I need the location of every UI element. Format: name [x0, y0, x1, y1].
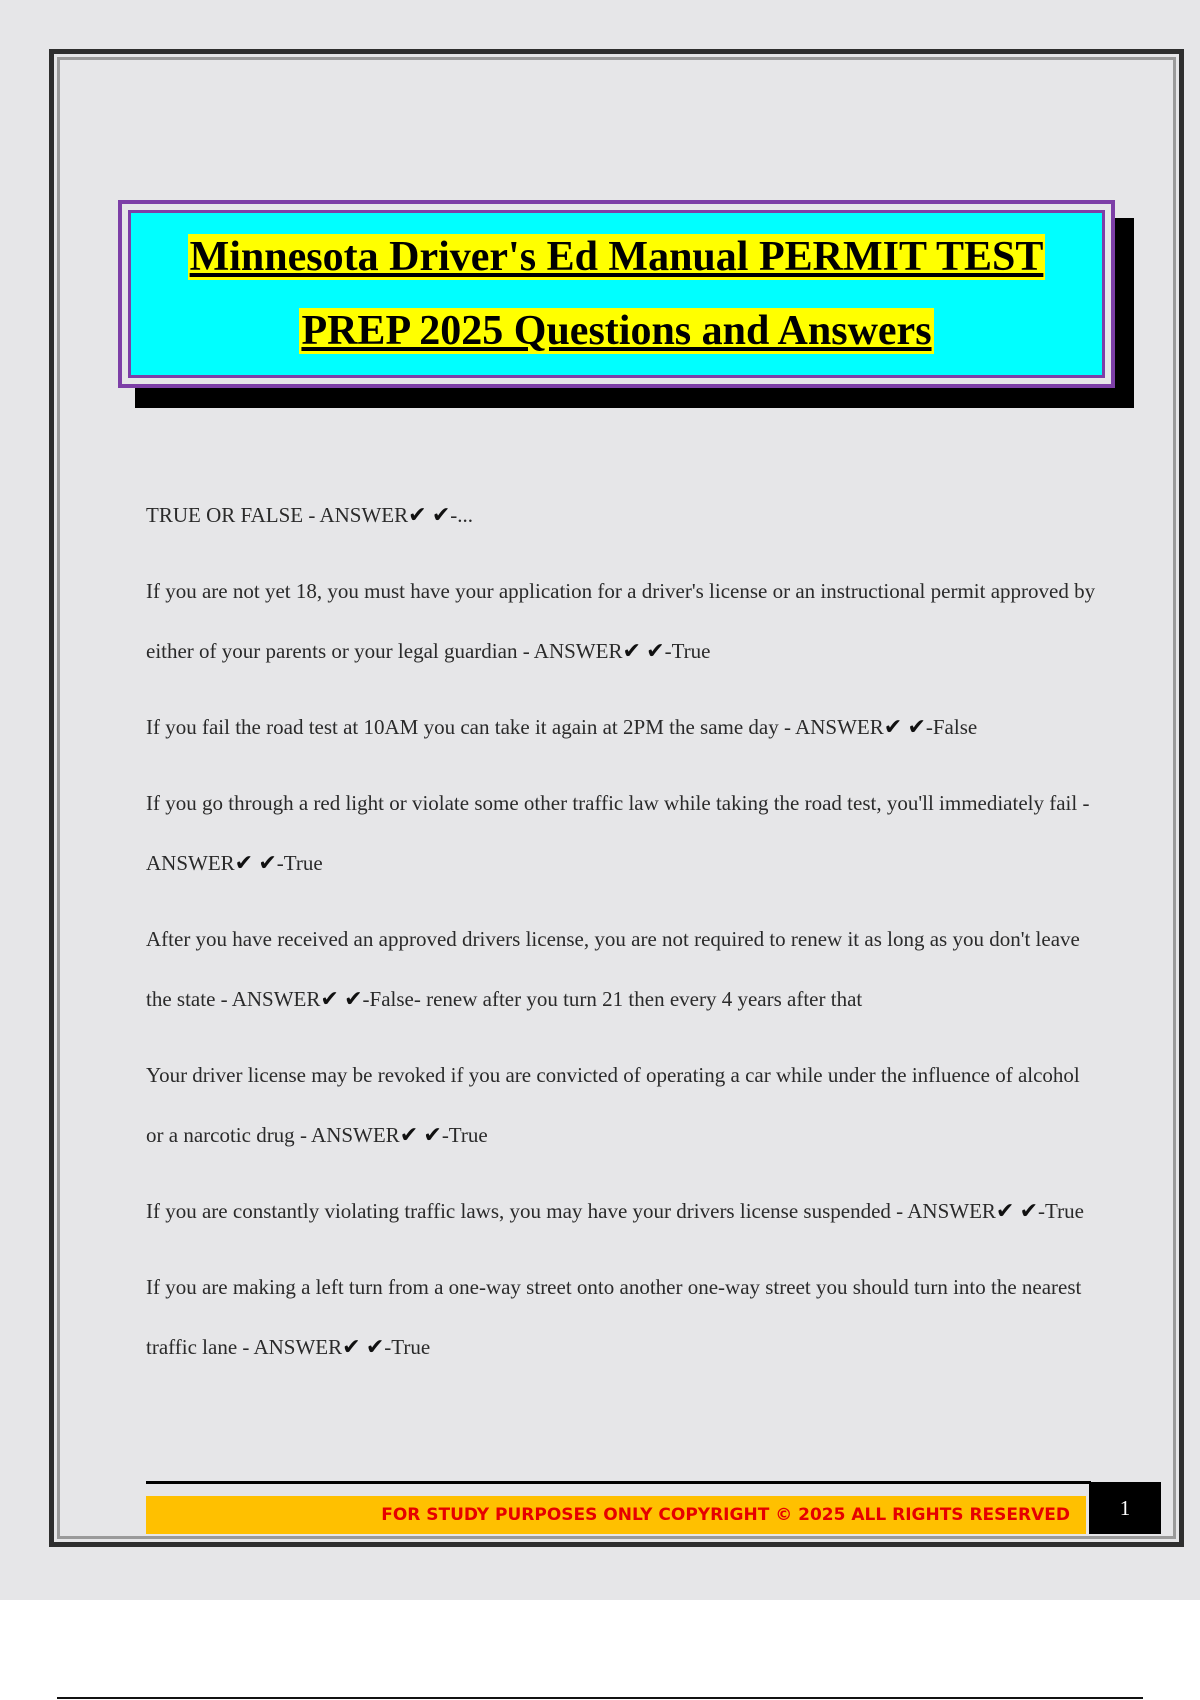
answer-label: - ANSWER	[517, 639, 623, 663]
check-icon: ✔	[622, 639, 641, 664]
qa-item	[146, 485, 1096, 546]
answer-label: - ANSWER	[215, 987, 321, 1011]
check-icon: ✔	[399, 1123, 419, 1148]
check-icon: ✔	[320, 987, 339, 1012]
next-page-edge	[57, 1697, 1143, 1699]
check-icon: ✔	[423, 1123, 442, 1148]
answer-text: -True	[384, 1335, 431, 1359]
check-icon: ✔	[883, 715, 903, 740]
qa-item	[146, 561, 1096, 682]
copyright-footer: FOR STUDY PURPOSES ONLY COPYRIGHT © 2025 ALL RIGHTS RESERVED	[146, 1496, 1086, 1534]
qa-item	[146, 697, 1096, 758]
answer-text: -True	[441, 1123, 488, 1147]
title-line-1	[188, 220, 1046, 294]
qa-item	[146, 773, 1096, 894]
question-text: If you are constantly violating traffic laws, you may have your drivers license suspended	[146, 1199, 891, 1223]
answer-text: -...	[450, 503, 473, 527]
question-text: If you are making a left turn from a one-way street onto another one-way street you should turn into the nearest traffic lane	[146, 1275, 1082, 1359]
question-text: If you fail the road test at 10AM you can take it again at 2PM the same day	[146, 715, 779, 739]
answer-label: - ANSWER	[890, 1199, 996, 1223]
check-icon: ✔	[995, 1199, 1015, 1224]
question-text: If you go through a red light or violate some other traffic law while taking the road test, you'll immediately fail	[146, 791, 1078, 815]
answer-text: -True	[276, 851, 323, 875]
check-icon: ✔	[646, 639, 665, 664]
answer-text: -True	[664, 639, 711, 663]
answer-label: - ANSWER	[237, 1335, 343, 1359]
answer-label: - ANSWER	[778, 715, 884, 739]
check-icon: ✔	[408, 503, 427, 528]
title-box	[118, 200, 1115, 388]
question-text: TRUE OR FALSE	[146, 503, 304, 527]
check-icon: ✔	[431, 503, 451, 528]
answer-label: - ANSWER	[146, 791, 1090, 875]
check-icon: ✔	[344, 987, 363, 1012]
answer-label: - ANSWER	[303, 503, 409, 527]
page-number: 1	[1089, 1482, 1161, 1534]
question-text: After you have received an approved drivers license, you are not required to renew it as long as you don't leave the state	[146, 927, 1080, 1011]
qa-list	[146, 485, 1096, 1393]
footer-divider	[146, 1481, 1091, 1484]
qa-item	[146, 1257, 1096, 1378]
answer-text: -True	[1038, 1199, 1084, 1223]
check-icon: ✔	[234, 851, 254, 876]
check-icon: ✔	[907, 715, 926, 740]
title-line-2-text: PREP 2025 Questions and Answers	[301, 308, 932, 354]
answer-text: -False	[925, 715, 978, 739]
title-box-inner	[128, 210, 1105, 378]
answer-text: -False- renew after you turn 21 then every 4 years after that	[362, 987, 863, 1011]
check-icon: ✔	[258, 851, 277, 876]
qa-item	[146, 1045, 1096, 1166]
title-line-2	[299, 294, 933, 368]
qa-item	[146, 909, 1096, 1030]
question-text: If you are not yet 18, you must have your application for a driver's license or an instructional permit approved by either of your parents or your legal guardian	[146, 579, 1096, 663]
answer-label: - ANSWER	[294, 1123, 400, 1147]
qa-item	[146, 1181, 1096, 1242]
check-icon: ✔	[1019, 1199, 1039, 1224]
title-line-1-text: Minnesota Driver's Ed Manual PERMIT TEST	[189, 234, 1044, 280]
check-icon: ✔	[342, 1335, 361, 1360]
check-icon: ✔	[365, 1335, 385, 1360]
question-text: Your driver license may be revoked if you are convicted of operating a car while under the influence of alcohol or a narcotic drug	[146, 1063, 1080, 1147]
